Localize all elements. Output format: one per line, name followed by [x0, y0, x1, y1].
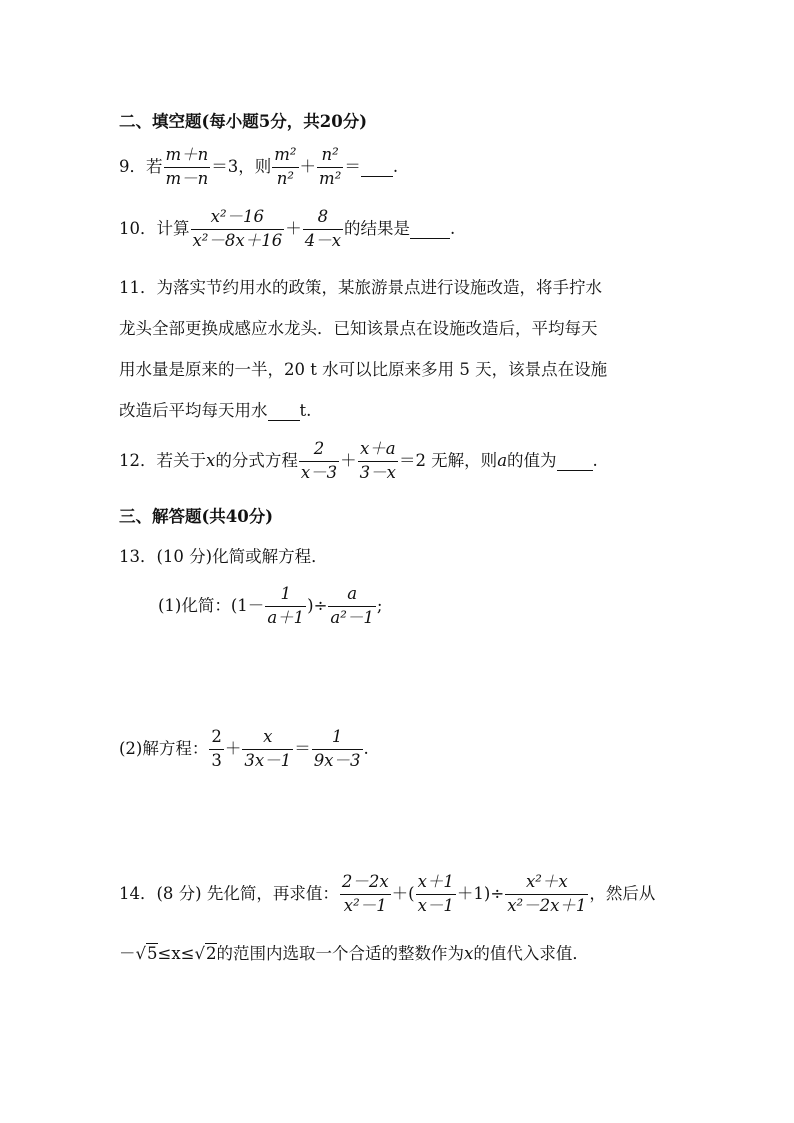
question-11-line-3: 用水量是原来的一半，20 t 水可以比原来多用 5 天，该景点在设施	[119, 360, 608, 379]
question-10: 10．计算 $\frac{\text{x²－16}}{\text{x²－8x＋16}}$ ＋ $\frac{8}{4-x}$ 的结果是 .	[119, 207, 456, 250]
section-title-fill-blank: 二、填空题(每小题5分，共20分)	[119, 112, 368, 131]
fraction: $\frac{2-2x}{\text{x²－1}}$	[341, 872, 389, 915]
fraction: $\frac{1}{9x-3}$	[313, 727, 361, 770]
answer-blank	[361, 157, 393, 177]
fraction: $\frac{a}{\text{a²－1}}$	[330, 584, 374, 627]
fraction: $\frac{\text{x²＋x}}{\text{x²－2x＋1}}$	[507, 872, 587, 915]
answer-blank	[268, 401, 300, 421]
question-13-title: 13．(10 分)化简或解方程．	[119, 547, 328, 566]
fraction: $\frac{\text{m²}}{\text{n²}}$	[274, 145, 297, 188]
fraction: $\frac{m+n}{m-n}$	[165, 145, 209, 188]
question-12: 12．若关于x的分式方程 $\frac{2}{x-3}$ ＋ $\frac{x+a}{3-x}$ ＝2 无解，则a的值为 .	[119, 439, 598, 482]
fraction: $\frac{x+1}{x-1}$	[417, 872, 454, 915]
fraction: $\frac{2}{3}$	[211, 727, 222, 770]
question-14-line-1: 14．(8 分) 先化简，再求值： $\frac{2-2x}{\text{x²－1}}$ ＋( $\frac{x+1}{x-1}$ ＋1)÷ $\frac{\text{x²＋x}}{\text{x²－2x＋1}}$ ，然后从	[119, 872, 656, 915]
question-13-part-2: (2)解方程： $\frac{2}{3}$ ＋ $\frac{x}{3x-1}$ ＝ $\frac{1}{9x-3}$ .	[119, 727, 369, 770]
answer-blank	[557, 451, 593, 471]
answer-blank	[410, 219, 450, 239]
fraction: $\frac{\text{x²－16}}{\text{x²－8x＋16}}$	[192, 207, 283, 250]
fraction: $\frac{8}{4-x}$	[304, 207, 342, 250]
fraction: $\frac{1}{a+1}$	[267, 584, 305, 627]
fraction: $\frac{x}{3x-1}$	[244, 727, 292, 770]
section-title-solve: 三、解答题(共40分)	[119, 507, 274, 526]
question-11-line-4: 改造后平均每天用水 t.	[119, 401, 312, 420]
question-11-line-2: 龙头全部更换成感应水龙头．已知该景点在设施改造后，平均每天	[119, 319, 598, 338]
fraction: $\frac{x+a}{3-x}$	[359, 439, 396, 482]
question-11-line-1: 11．为落实节约用水的政策，某旅游景点进行设施改造，将手拧水	[119, 278, 602, 297]
question-13-part-1: (1)化简：(1－ $\frac{1}{a+1}$ )÷ $\frac{a}{\text{a²－1}}$ ;	[158, 584, 383, 627]
fraction: $\frac{2}{x-3}$	[300, 439, 338, 482]
fraction: $\frac{\text{n²}}{\text{m²}}$	[319, 145, 342, 188]
question-9: 9．若 $\frac{m+n}{m-n}$ ＝3，则 $\frac{\text{m²}}{\text{n²}}$ ＋ $\frac{\text{n²}}{\text{m²}}$ ＝ .	[119, 145, 399, 188]
question-14-line-2: －√5≤x≤√2的范围内选取一个合适的整数作为x的值代入求值．	[119, 944, 589, 963]
